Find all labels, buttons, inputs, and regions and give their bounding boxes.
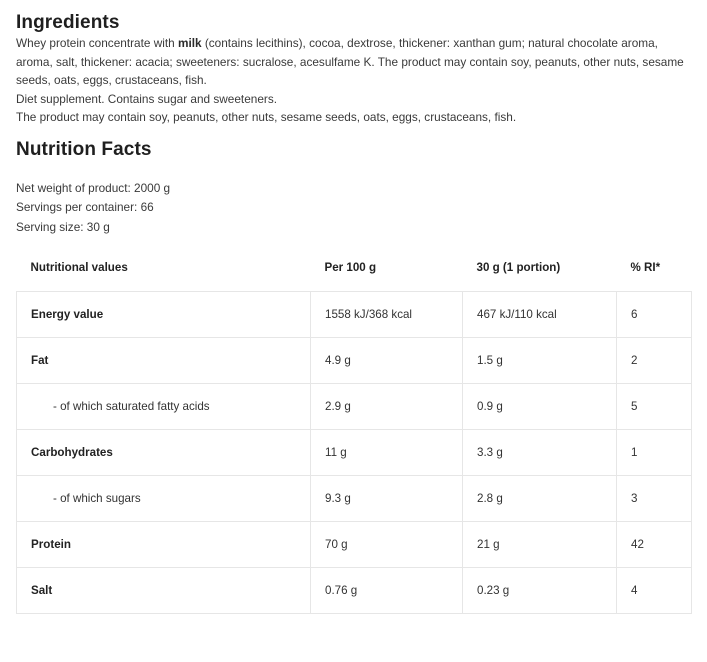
row-label: Fat xyxy=(17,337,311,383)
ingredients-text-prefix: Whey protein concentrate with xyxy=(16,36,178,50)
table-row xyxy=(17,383,692,429)
nutrition-table-body xyxy=(17,291,692,613)
table-row xyxy=(17,567,692,613)
row-per-100g: 2.9 g xyxy=(311,383,463,429)
row-label: - of which saturated fatty acids xyxy=(17,383,311,429)
table-row xyxy=(17,521,692,567)
row-per-100g: 9.3 g xyxy=(311,475,463,521)
row-ri: 5 xyxy=(617,383,692,429)
row-per-100g: 4.9 g xyxy=(311,337,463,383)
column-header-per-portion: 30 g (1 portion) xyxy=(476,261,561,275)
allergen-warning-note: The product may contain soy, peanuts, other nuts, sesame seeds, oats, eggs, crustaceans, fish. xyxy=(16,110,517,124)
row-label: - of which sugars xyxy=(17,475,311,521)
table-header-row xyxy=(17,251,692,291)
row-per-100g: 0.76 g xyxy=(311,567,463,613)
net-weight-line: Net weight of product: 2000 g xyxy=(16,180,171,195)
table-row xyxy=(17,291,692,337)
row-ri: 4 xyxy=(617,567,692,613)
row-ri: 6 xyxy=(617,291,692,337)
servings-per-container-line: Servings per container: 66 xyxy=(16,200,154,214)
row-label: Protein xyxy=(17,521,311,567)
table-row xyxy=(17,429,692,475)
table-row xyxy=(17,337,692,383)
nutrition-facts-heading: Nutrition Facts xyxy=(16,138,152,160)
diet-supplement-note: Diet supplement. Contains sugar and sweeteners. xyxy=(16,91,277,106)
row-ri: 42 xyxy=(617,521,692,567)
row-label: Energy value xyxy=(17,291,311,337)
row-per-portion: 3.3 g xyxy=(463,429,617,475)
row-per-portion: 467 kJ/110 kcal xyxy=(463,291,617,337)
ingredients-text-suffix: (contains lecithins), cocoa, dextrose, thickener: xanthan gum; natural chocolate aroma, aroma, salt, thickener: acacia; sweeteners: sucralose, acesulfame K. The product may contain soy, peanuts, other nuts, sesame seeds, oats, eggs, crustaceans, fish. xyxy=(16,36,684,87)
row-per-100g: 1558 kJ/368 kcal xyxy=(311,291,463,337)
nutrition-table-head xyxy=(17,251,692,291)
row-ri: 3 xyxy=(617,475,692,521)
column-header-values: Nutritional values xyxy=(30,261,128,275)
row-per-portion: 0.9 g xyxy=(463,383,617,429)
row-per-portion: 21 g xyxy=(463,521,617,567)
row-label: Carbohydrates xyxy=(17,429,311,475)
table-row xyxy=(17,475,692,521)
column-header-per-100g: Per 100 g xyxy=(324,261,377,275)
nutrition-meta xyxy=(16,179,691,238)
row-per-100g: 70 g xyxy=(311,521,463,567)
row-label: Salt xyxy=(17,567,311,613)
nutrition-table xyxy=(16,251,692,614)
ingredients-heading: Ingredients xyxy=(16,12,120,33)
row-ri: 1 xyxy=(617,429,692,475)
ingredients-text xyxy=(16,34,691,90)
column-header-ri: % RI* xyxy=(630,261,661,275)
serving-size-line: Serving size: 30 g xyxy=(16,219,110,234)
row-per-portion: 2.8 g xyxy=(463,475,617,521)
row-per-100g: 11 g xyxy=(311,429,463,475)
row-per-portion: 0.23 g xyxy=(463,567,617,613)
row-per-portion: 1.5 g xyxy=(463,337,617,383)
ingredients-allergen-milk: milk xyxy=(177,36,202,50)
row-ri: 2 xyxy=(617,337,692,383)
